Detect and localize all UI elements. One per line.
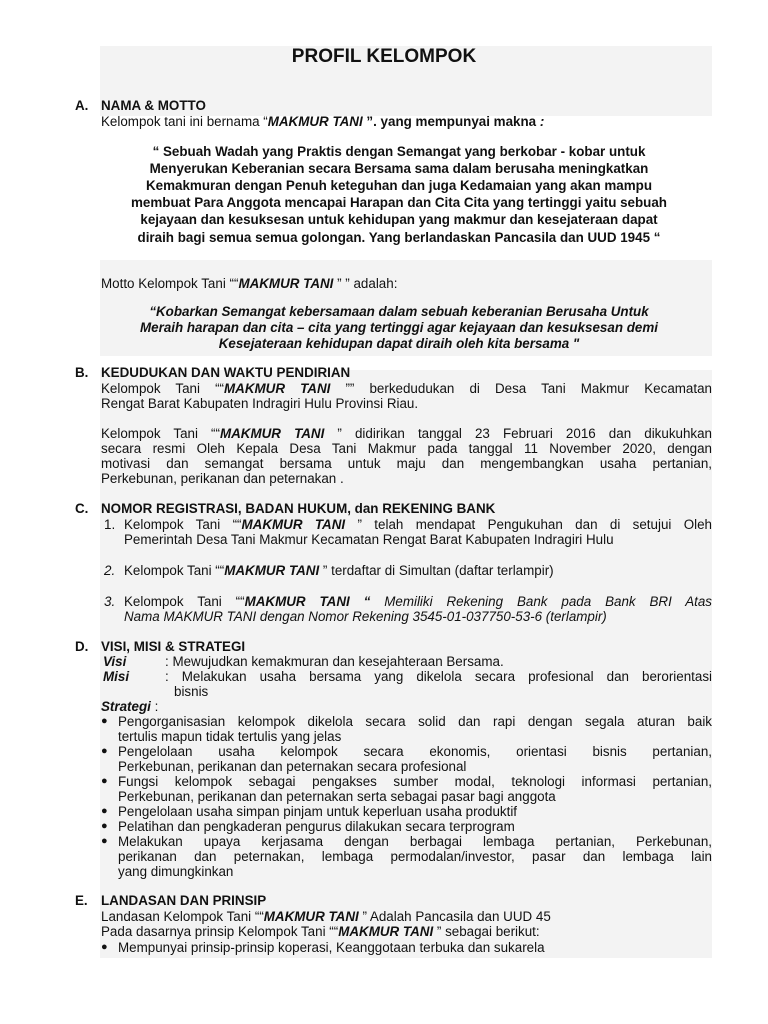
bullet-dot: ● bbox=[101, 805, 108, 817]
bullet-dot: ● bbox=[101, 835, 108, 847]
section-b-p2-line1: Kelompok Tani ““MAKMUR TANI ” didirikan tanggal 23 Februari 2016 dan dikukuhkan bbox=[101, 426, 712, 441]
strategi-item-1-line2: tertulis mapun tidak tertulis yang jelas bbox=[118, 729, 342, 744]
visi-text: : Mewujudkan kemakmuran dan kesejahteraan Bersama. bbox=[165, 654, 504, 669]
group-name: MAKMUR TANI bbox=[338, 924, 434, 939]
strategi-item-6-line3: yang dimungkinkan bbox=[118, 864, 234, 879]
section-e-heading: LANDASAN DAN PRINSIP bbox=[101, 893, 267, 908]
makna-line-4: membuat Para Anggota mencapai Harapan dan Cita Cita yang tertinggi yaitu sebuah bbox=[131, 195, 667, 210]
group-name: MAKMUR TANI “ bbox=[244, 594, 371, 609]
motto-line-3: Kesejateraan kehidupan dapat diraih oleh kita bersama " bbox=[218, 336, 580, 351]
landasan-line: Landasan Kelompok Tani ““MAKMUR TANI ” Adalah Pancasila dan UUD 45 bbox=[101, 909, 551, 924]
section-b-heading: KEDUDUKAN DAN WAKTU PENDIRIAN bbox=[101, 365, 351, 380]
section-b-p2-line2: secara resmi Oleh Kepala Desa Tani Makmur pada tanggal 11 November 2020, dengan bbox=[101, 441, 712, 456]
section-a-intro: Kelompok tani ini bernama “MAKMUR TANI ”. yang mempunyai makna : bbox=[101, 114, 545, 129]
prinsip-item-1: Mempunyai prinsip-prinsip koperasi, Keanggotaan terbuka dan sukarela bbox=[118, 940, 545, 955]
section-b-p1-line1: Kelompok Tani ““MAKMUR TANI ”” berkedudukan di Desa Tani Makmur Kecamatan bbox=[101, 381, 712, 396]
makna-line-1: “ Sebuah Wadah yang Praktis dengan Semangat yang berkobar - kobar untuk bbox=[152, 144, 646, 159]
item-c2-num: 2. bbox=[104, 563, 116, 578]
misi-text: : Melakukan usaha bersama yang dikelola secara profesional dan berorientasi bbox=[165, 669, 712, 684]
visi-label: Visi bbox=[103, 654, 127, 669]
section-c-heading: NOMOR REGISTRASI, BADAN HUKUM, dan REKENING BANK bbox=[101, 501, 496, 516]
strategi-item-1-line1: Pengorganisasian kelompok dikelola secara solid dan rapi dengan segala aturan baik bbox=[118, 714, 712, 729]
makna-line-3: Kemakmuran dengan Penuh keteguhan dan juga Kedamaian yang akan mampu bbox=[146, 178, 652, 193]
group-name: MAKMUR TANI bbox=[219, 426, 325, 441]
group-name: MAKMUR TANI bbox=[224, 563, 320, 578]
strategi-item-2-line2: Perkebunan, perikanan dan peternakan secara profesional bbox=[118, 759, 467, 774]
strategi-item-3-line2: Perkebunan, perikanan dan peternakan serta sebagai pasar bagi anggota bbox=[118, 789, 556, 804]
item-c1-num: 1. bbox=[104, 517, 116, 532]
makna-line-5: kejayaan dan kesuksesan untuk kehidupan yang makmur dan kesejateraan dapat bbox=[140, 212, 658, 227]
misi-label: Misi bbox=[103, 669, 130, 684]
section-a-heading: NAMA & MOTTO bbox=[101, 98, 206, 113]
makna-line-2: Menyerukan Keberanian secara Bersama sama dalam berusaha meningkatkan bbox=[149, 161, 649, 176]
motto-intro: Motto Kelompok Tani ““MAKMUR TANI ” ” adalah: bbox=[101, 276, 398, 291]
bullet-dot: ● bbox=[101, 715, 108, 727]
group-name: MAKMUR TANI bbox=[267, 114, 363, 129]
strategi-heading: Strategi : bbox=[101, 699, 159, 714]
prinsip-line: Pada dasarnya prinsip Kelompok Tani ““MAKMUR TANI ” sebagai berikut: bbox=[101, 924, 540, 939]
item-c3-line1: Kelompok Tani ““MAKMUR TANI “ Memiliki Rekening Bank pada Bank BRI Atas bbox=[124, 594, 712, 609]
strategi-item-6-line1: Melakukan upaya kerjasama dengan berbagai lembaga pertanian, Perkebunan, bbox=[118, 834, 712, 849]
item-c1-line1: Kelompok Tani ““MAKMUR TANI ” telah mendapat Pengukuhan dan di setujui Oleh bbox=[124, 517, 712, 532]
item-c2-line1: Kelompok Tani ““MAKMUR TANI ” terdaftar di Simultan (daftar terlampir) bbox=[124, 563, 554, 578]
bullet-dot: ● bbox=[101, 820, 108, 832]
section-d-letter: D. bbox=[75, 639, 89, 654]
group-name: MAKMUR TANI bbox=[241, 517, 346, 532]
bullet-dot: ● bbox=[101, 775, 108, 787]
bullet-dot: ● bbox=[101, 941, 108, 953]
strategi-item-4-line1: Pengelolaan usaha simpan pinjam untuk keperluan usaha produktif bbox=[118, 804, 518, 819]
section-b-letter: B. bbox=[75, 365, 89, 380]
section-a-letter: A. bbox=[75, 98, 89, 113]
section-b-p1-line2: Rengat Barat Kabupaten Indragiri Hulu Provinsi Riau. bbox=[101, 396, 419, 411]
section-b-p2-line4: Perkebunan, perikanan dan peternakan . bbox=[101, 471, 344, 486]
misi-text-line2: bisnis bbox=[174, 684, 209, 699]
group-name: MAKMUR TANI bbox=[263, 909, 359, 924]
motto-line-2: Meraih harapan dan cita – cita yang tertinggi agar kejayaan dan kesuksesan demi bbox=[140, 320, 658, 335]
item-c3-line2: Nama MAKMUR TANI dengan Nomor Rekening 3545-01-037750-53-6 (terlampir) bbox=[124, 609, 607, 624]
motto-line-1: “Kobarkan Semangat kebersamaan dalam sebuah keberanian Berusaha Untuk bbox=[149, 304, 649, 319]
section-b-p2-line3: motivasi dan semangat bersama untuk maju dan mengembangkan usaha pertanian, bbox=[101, 456, 712, 471]
strategi-item-5-line1: Pelatihan dan pengkaderan pengurus dilakukan secara terprogram bbox=[118, 819, 515, 834]
section-e-letter: E. bbox=[75, 893, 88, 908]
bullet-dot: ● bbox=[101, 745, 108, 757]
strategi-item-6-line2: perikanan dan peternakan, lembaga permodalan/investor, pasar dan lembaga lain bbox=[118, 849, 712, 864]
item-c1-line2: Pemerintah Desa Tani Makmur Kecamatan Rengat Barat Kabupaten Indragiri Hulu bbox=[124, 532, 614, 547]
item-c3-num: 3. bbox=[104, 594, 116, 609]
strategi-item-2-line1: Pengelolaan usaha kelompok secara ekonomis, orientasi bisnis pertanian, bbox=[118, 744, 712, 759]
group-name: MAKMUR TANI bbox=[238, 276, 334, 291]
section-d-heading: VISI, MISI & STRATEGI bbox=[101, 639, 246, 654]
section-c-letter: C. bbox=[75, 501, 89, 516]
makna-line-6: diraih bagi semua semua golongan. Yang berlandaskan Pancasila dan UUD 1945 “ bbox=[137, 230, 661, 245]
page-title: PROFIL KELOMPOK bbox=[291, 46, 477, 67]
group-name: MAKMUR TANI bbox=[224, 381, 331, 396]
strategi-item-3-line1: Fungsi kelompok sebagai pengakses sumber modal, teknologi informasi pertanian, bbox=[118, 774, 712, 789]
